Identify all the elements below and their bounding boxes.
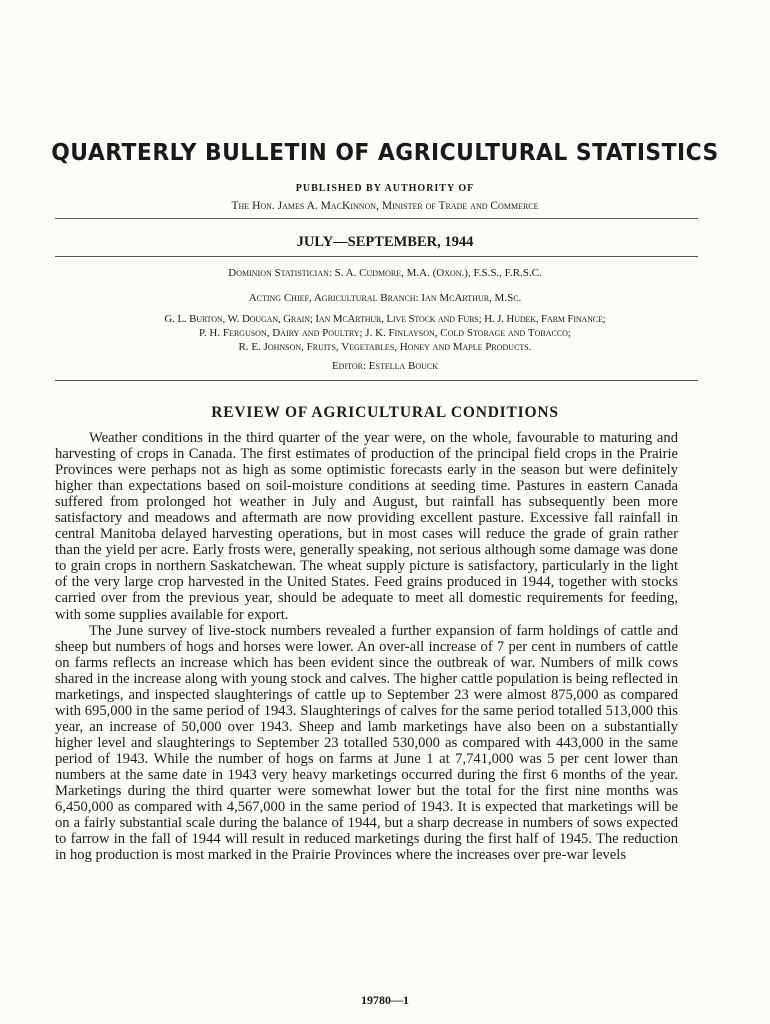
divider-rule <box>55 218 698 219</box>
staff-line-divisions-2: P. H. Ferguson, Dairy and Poultry; J. K. Finlayson, Cold Storage and Tobacco; <box>198 327 571 339</box>
staff-line-statistician: Dominion Statistician: S. A. Cudmore, M.A. (Oxon.), F.S.S., F.R.S.C. <box>228 267 542 279</box>
page-footer: 19780—1 <box>361 993 409 1007</box>
bulletin-title: QUARTERLY BULLETIN OF AGRICULTURAL STATISTICS <box>51 140 719 166</box>
editor-line: Editor: Estella Bouck <box>331 360 439 372</box>
staff-line-divisions-3: R. E. Johnson, Fruits, Vegetables, Honey and Maple Products. <box>238 341 532 353</box>
minister-line: The Hon. James A. MacKinnon, Minister of Trade and Commerce <box>231 200 539 212</box>
paragraph: The June survey of live-stock numbers revealed a further expansion of farm holdings of cattle and sheep but numbers of hogs and horses were lower. An over-all increase of 7 per cent in numbers of cattle on farms reflects an increase which has been evident since the outbreak of war. Numbers of milk cows shared in the increase along with young stock and calves. The higher cattle population is being reflected in marketings, and inspected slaughterings of cattle up to September 23 were almost 875,000 as compared with 695,000 in the same period of 1943. Slaughterings of calves for the same period totalled 513,000 this year, an increase of 50,000 over 1943. Sheep and lamb marketings have also been on a substantially higher level and slaughterings to September 23 totalled 530,000 as compared with 443,000 in the same period of 1943. While the number of hogs on farms at June 1 at 7,741,000 was 5 per cent lower than numbers at the same date in 1943 very heavy marketings occurred during the first 6 months of the year. Marketings during the third quarter were somewhat lower but the total for the first nine months was 6,450,000 as compared with 4,567,000 in the same period of 1943. It is expected that marketings will be on a fairly substantial scale during the balance of 1944, but a sharp decrease in numbers of sows expected to farrow in the fall of 1944 will result in reduced marketings during the first half of 1945. The reduction in hog production is most marked in the Prairie Provinces where the increases over pre-war levels <box>55 622 678 864</box>
staff-line-acting-chief: Acting Chief, Agricultural Branch: Ian McArthur, M.Sc. <box>248 292 522 304</box>
staff-line-divisions-1: G. L. Burton, W. Dougan, Grain; Ian McArthur, Live Stock and Furs; H. J. Hudek, Farm Finance; <box>164 313 606 325</box>
paragraph: Weather conditions in the third quarter of the year were, on the whole, favourable to maturing and harvesting of crops in Canada. The first estimates of production of the principal field crops in the Prairie Provinces were perhaps not as high as some optimistic forecasts early in the season but were definitely higher than expectations based on soil-moisture conditions at seeding time. Pastures in eastern Canada suffered from prolonged hot weather in July and August, but rainfall has subsequently been more satisfactory and meadows and aftermath are now providing excellent pasture. Excessive fall rainfall in central Manitoba delayed harvesting operations, but in most cases will reduce the grade of grain rather than the yield per acre. Early frosts were, generally speaking, not serious although some damage was done to grain crops in northern Saskatchewan. The wheat supply picture is satisfactory, particularly in the light of the very large crop harvested in the United States. Feed grains produced in 1944, together with stocks carried over from the previous year, should be adequate to meet all domestic requirements for feeding, with some supplies available for export. <box>55 430 678 623</box>
section-heading: REVIEW OF AGRICULTURAL CONDITIONS <box>211 404 559 421</box>
divider-rule <box>55 256 698 257</box>
issue-date: JULY—SEPTEMBER, 1944 <box>296 234 474 250</box>
body-text <box>55 430 678 863</box>
published-line: PUBLISHED BY AUTHORITY OF <box>295 183 475 194</box>
divider-rule <box>55 380 698 381</box>
